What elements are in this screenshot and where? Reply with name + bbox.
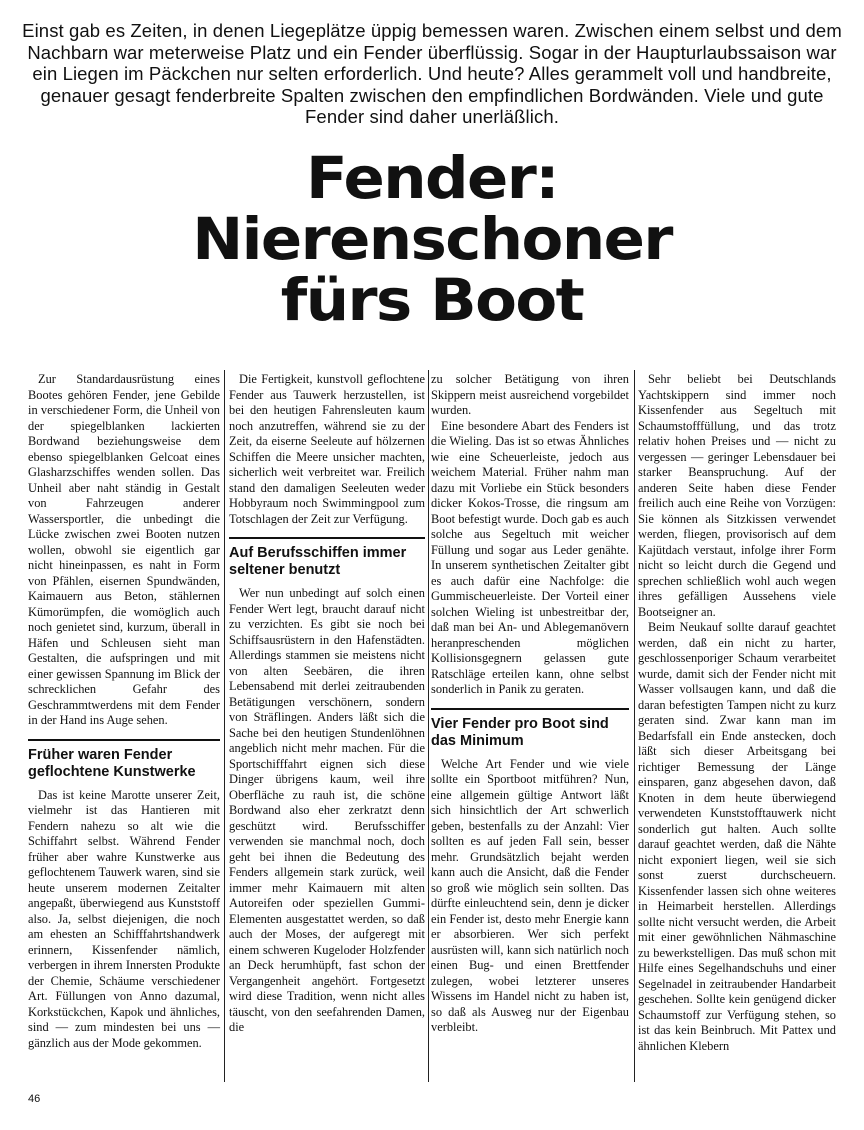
section-heading: Vier Fender pro Boot sind das Minimum: [431, 708, 629, 750]
paragraph: Welche Art Fender und wie viele sollte ein Sportboot mitführen? Nun, eine allgemein gültige Antwort läßt sich hinsichtlich der Art schwerlich geben, bestenfalls zu der Anzahl: Vier sollten es auf jeden Fall sein, besser mehr. Grundsätzlich bejaht werden kann auch die Ansicht, daß die Fender so groß wie möglich sein sollten. Das dürfte einleuchtend sein, denn je dicker ein Fender ist, desto mehr Energie kann er absorbieren. Wer sich perfekt ausrüsten will, kann sich natürlich noch einen Bug- und einen Brettfender zulegen, wobei letzterer unseres Wissens im Handel nicht zu haben ist, so daß als Ausweg nur der Eigenbau verbleibt.: [431, 756, 629, 1034]
page-number: 46: [28, 1093, 41, 1105]
title-line-2: Nierenschoner: [192, 205, 672, 273]
paragraph: Zur Standardausrüstung eines Bootes gehören Fender, jene Gebilde in verschiedener Form, die Unheil von der spiegelblanken lackierten Bordwand beziehungsweise dem ebenso spiegelblanken Gelcoat eines Glasharzschiffes wenden sollen. Das Unheil aber naht ständig in Gestalt von Fahrzeugen anderer Wassersportler, die unbedingt die Lücke zwischen zwei Booten nutzen wollen, obwohl sie eigentlich gar nicht hineinpassen, es naht in Form von Pfählen, eisernen Spundwänden, Kaimauern aus Beton, stählernen Kümorümpfen, die womöglich auch noch genietet sind, kurzum, überall in Häfen und Schleusen sieht man Gestalten, die aufspringen und mit einer gewissen Spannung im Blick der schrecklichen Gefahr des Geschrammtwerdens mit dem Fender in der Hand ins Auge sehen.: [28, 372, 220, 727]
article-intro: Einst gab es Zeiten, in denen Liegeplätze üppig bemessen waren. Zwischen einem selbst und dem Nachbarn war meterweise Platz und ein Fender überflüssig. Sogar in der Haupturlaubssaison war ein Liegen im Päckchen nur selten erforderlich. Und heute? Alles gerammelt voll und handbreite, genauer gesagt fenderbreite Spalten zwischen den empfindlichen Bordwänden. Viele und gute Fender sind daher unerläßlich.: [22, 20, 842, 127]
text-column-1: [28, 372, 220, 1051]
section-heading: Auf Berufsschiffen immer seltener benutzt: [229, 537, 425, 579]
paragraph: Wer nun unbedingt auf solch einen Fender Wert legt, braucht darauf nicht zu verzichten. Es gibt sie noch bei Schiffsausrüstern in den Hafenstädten. Allerdings stammen sie meistens nicht von alten Seebären, die ihren Lebensabend mit derlei zeitraubenden Betätigungen verschönern, sondern von Sträflingen. Anders läßt sich die Sache bei den heutigen Stundenlöhnen angeblich nicht mehr machen. Für die Sportschifffahrt eignen sich diese Dinger übrigens kaum, weil ihre Oberfläche zu rauh ist, die schöne Bordwand also eher zerkratzt denn geschützt wird. Berufsschiffer verwenden sie manchmal noch, doch geht bei ihnen die Bedeutung des Fenders allgemein stark zurück, weil immer mehr Kaimauern mit alten Autoreifen oder speziellen Gummi-Elementen ausgestattet werden, so daß auch der Moses, der aufgeregt mit einem schweren Kugeloder Holzfender an Deck herumhüpft, fast schon der Vergangenheit angehört. Fortgesetzt wird diese Tradition, wenn nicht alles täuscht, von den seefahrenden Damen, die: [229, 586, 425, 1034]
text-column-2: [229, 372, 425, 1036]
title-line-3: fürs Boot: [280, 266, 584, 334]
column-divider: [634, 370, 635, 1082]
column-divider: [428, 370, 429, 1082]
paragraph: Sehr beliebt bei Deutschlands Yachtskippern sind immer noch Kissenfender aus Segeltuch mit Schaumstofffüllung, und das trotz relativ hohen Preises und — nicht zu vergessen — geringer Lebensdauer bei starker Beanspruchung. Auf der anderen Seite haben diese Fender freilich auch eine Reihe von Vorzügen: Sie können als Sitzkissen verwendet werden, fliegen, provisorisch auf dem Kajütdach verstaut, infolge ihrer Form nicht so leicht durch die Gegend und sprechen schließlich wohl auch wegen ihres gefälligen Aussehens viele Bootseigner an.: [638, 372, 836, 619]
text-column-4: [638, 372, 836, 1054]
text-column-3: [431, 372, 629, 1036]
paragraph: Beim Neukauf sollte darauf geachtet werden, daß ein nicht zu harter, geschlossenporiger Schaum verarbeitet wurde, damit sich der Fender nicht mit Wasser vollsaugen kann, und daß die daran befestigten Tampen nicht zu kurz geraten sind. Zwar kann man im Bedarfsfall ein Ende anstecken, doch läßt sich dieser Arbeitsgang bei richtiger Bemessung der Länge einsparen, ganz abgesehen davon, daß Knoten in dem heute überwiegend verwendeten Kunststofftauwerk nicht sonderlich gut halten. Auch sollte darauf geachtet werden, daß die Nähte nicht exponiert liegen, weil sie sich sonst zuerst durchscheuern. Kissenfender lassen sich ohne weiteres in Heimarbeit herstellen. Allerdings sollte nicht versucht werden, die Arbeit mit einer gewöhnlichen Nähmaschine zu bewerkstelligen. Das muß schon mit Hilfe eines Segelhandschuhs und einer Segelnadel in zeitraubender Handarbeit geschehen. Sollte kein genügend dicker Schaumstoff zur Verfügung stehen, so ist das kein Beinbruch. Mit Pattex und ähnlichen Klebern: [638, 620, 836, 1053]
title-line-1: Fender:: [305, 144, 559, 212]
paragraph: Die Fertigkeit, kunstvoll geflochtene Fender aus Tauwerk herzustellen, ist bei den heutigen Fahrensleuten kaum noch anzutreffen, während sie zu der Zeit, da eiserne Seeleute auf hölzernen Schiffen die Meere unsicher machten, sicherlich weit verbreitet war. Freilich stand den damaligen Seeleuten weder Hobbyraum noch Swimmingpool zum Totschlagen der Zeit zur Verfügung.: [229, 372, 425, 526]
paragraph: Das ist keine Marotte unserer Zeit, vielmehr ist das Hantieren mit Fendern nahezu so alt wie die Schiffahrt selbst. Während Fender früher aber wahre Kunstwerke aus geflochtenem Tauwerk waren, sind sie heute unserem modernen Zeitalter angepaßt, überwiegend aus Kunststoff also. Ja, selbst diejenigen, die noch am ehesten an Schifffahrtshandwerk erinnern, Kissenfender nämlich, verbergen in ihrem Innersten Produkte der Chemie, Schäume verschiedener Art. Füllungen von Anno dazumal, Korkstückchen, Kapok und ähnliches, sind — zum mindesten bei uns — gänzlich aus der Mode gekommen.: [28, 787, 220, 1050]
column-divider: [224, 370, 225, 1082]
section-heading: Früher waren Fender geflochtene Kunstwerke: [28, 739, 220, 781]
article-title: [136, 144, 728, 334]
paragraph: Eine besondere Abart des Fenders ist die Wieling. Das ist so etwas Ähnliches wie eine Scheuerleiste, jedoch aus weichem Material. Früher nahm man dazu mit Vorliebe ein Stück besonders dicker Kokos-Trosse, die ringsum am Boot befestigt wurde. Doch gab es auch solche aus Segeltuch mit weicher Füllung und sogar aus Leder genähte. In unserem synthetischen Zeitalter gibt es auch dafür eine Nachfolge: die Gummischeuerleiste. Der Vorteil einer solchen Wieling ist unbestreitbar der, daß man bei An- und Ablegemanövern heranpreschenden möglichen Kollisionsgegnern gelassen gute Ratschläge erteilen kann, ohne selbst sonderlich in Panik zu geraten.: [431, 418, 629, 696]
paragraph: zu solcher Betätigung von ihren Skippern meist ausreichend vorgebildet wurden.: [431, 372, 629, 417]
